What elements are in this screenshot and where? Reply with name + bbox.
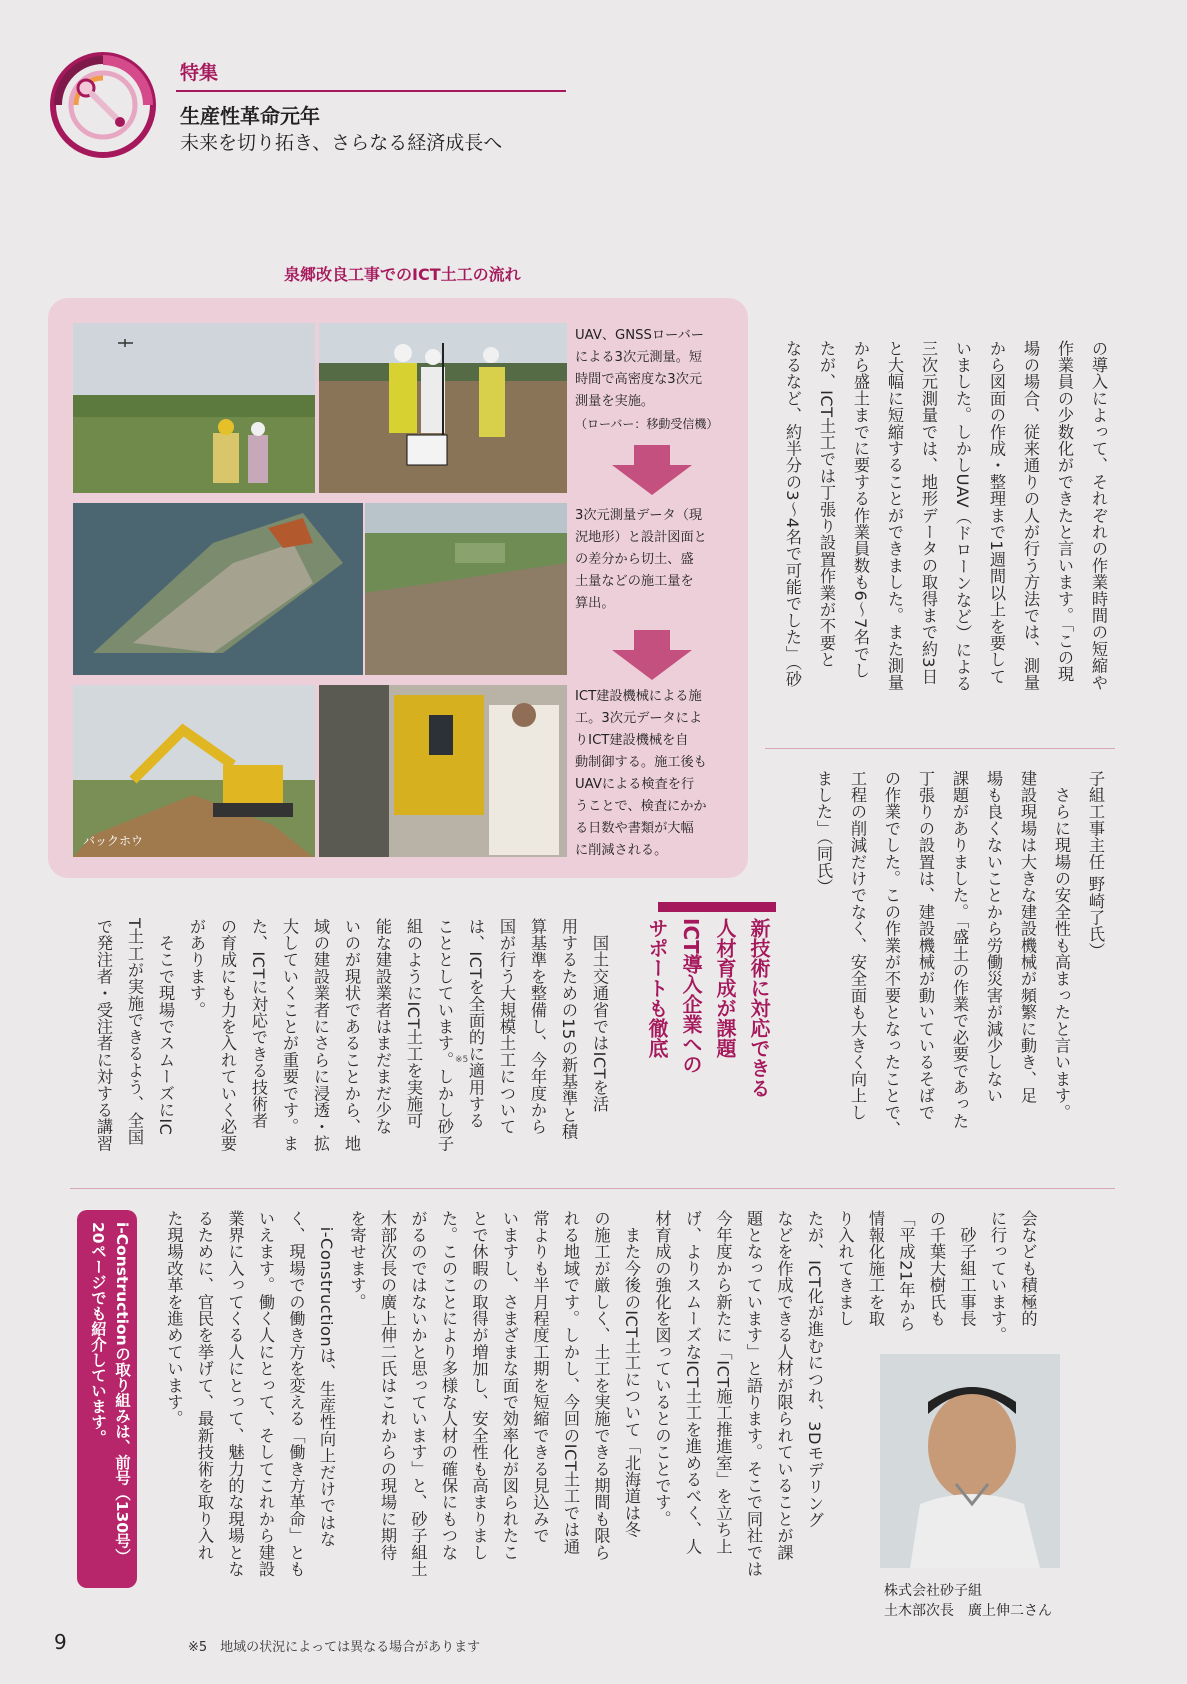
text-line: なるなど、約半分の3〜4名で可能でした」（砂: [783, 340, 802, 688]
text-line: 組のようにICT土工を実施可: [404, 918, 423, 1130]
caption-line: の差分から切土、盛: [575, 552, 694, 567]
text-line: がるのではないかと思っています」と、砂子組土: [408, 1210, 428, 1578]
text-line: 丁張りの設置は、建設機械が動いているそばで: [916, 770, 935, 1121]
text-line: 材育成の強化を図っているとのことです。: [652, 1210, 672, 1528]
text-line: 場の場合、従来通りの人が行う方法では、測量: [1021, 340, 1040, 691]
footnote-ref: ※5: [455, 1055, 469, 1065]
heading-line: ICT導入企業への: [679, 918, 703, 1074]
text-line: るために、官民を挙げて、最新技術を取り入れ: [195, 1210, 214, 1561]
text-line: 業界に入ってくる人にとって、魅力的な現場とな: [225, 1210, 245, 1578]
text-line: 課題がありました。「盛土の作業で必要であった: [950, 770, 969, 1130]
text-line: 国土交通省ではICTを活: [590, 918, 609, 1113]
caption-line: 算出。: [575, 596, 615, 611]
photo-3d-survey-model: [73, 503, 363, 675]
text-line: た。このことにより多様な人材の確保にもつな: [439, 1210, 458, 1561]
note-line: i-Constructionの取り組みは、前号（130号）: [113, 1222, 131, 1565]
page-number: 9: [54, 1630, 67, 1654]
page-subtitle: 未来を切り拓き、さらなる経済成長へ: [180, 132, 503, 154]
text-line: の作業でした。この作業が不要となったことで、: [882, 770, 901, 1138]
caption-line: 時間で高密度な3次元: [575, 372, 703, 387]
text-line: を寄せます。: [347, 1210, 367, 1311]
portrait-caption-company: 株式会社砂子組: [884, 1583, 982, 1599]
flow-step1-caption: [575, 325, 735, 435]
text-line: 能な建設業者はまだまだ少な: [373, 918, 392, 1136]
heading-line: 人材育成が課題: [713, 918, 737, 1058]
photo-backhoe: [73, 685, 315, 857]
caption-line: 3次元測量データ（現: [575, 508, 703, 523]
section-divider: [70, 1188, 1115, 1189]
section-heading: [640, 918, 776, 1098]
body-col3: [88, 918, 615, 1178]
caption-line: ICT建設機械による施: [575, 689, 702, 704]
text-line: 域の建設業者にさらに浸透・拡: [311, 918, 330, 1152]
text-line: から盛土までに要する作業員数も6〜7名でし: [851, 340, 870, 679]
caption-line: に削減される。: [575, 843, 668, 858]
text-line: T土工が実施できるよう、全国: [125, 918, 144, 1146]
feature-tag: 特集: [180, 62, 219, 84]
text-line: 子組工事主任 野崎了氏）: [1086, 770, 1105, 960]
photo-ict-cab: [319, 685, 567, 857]
text-line: た、ICTに対応できる技術者: [249, 918, 268, 1130]
text-line: たが、ICT化が進むにつれ、3Dモデリング: [805, 1210, 824, 1529]
note-line: 20ページでも紹介しています。: [89, 1222, 107, 1446]
text-line: で発注者・受注者に対する講習: [94, 918, 113, 1152]
text-line: いえます。働く人にとって、そしてこれから建設: [256, 1210, 275, 1578]
caption-line: （ローバー：移動受信機）: [575, 417, 719, 431]
caption-line: による3次元測量。短: [575, 350, 703, 365]
text-line: 場も良くないことから労働災害が減少しない: [984, 770, 1003, 1104]
flow-step2-caption: [575, 505, 735, 615]
text-line: さらに現場の安全性も高まったと言います。: [1052, 770, 1071, 1121]
text-line: 工程の削減だけでなく、安全面も大きく向上し: [848, 770, 867, 1121]
page-title: 生産性革命元年: [180, 104, 320, 128]
footnote: ※5 地域の状況によっては異なる場合があります: [188, 1640, 481, 1655]
text-line: また今後のICT土工について「北海道は冬: [622, 1210, 641, 1539]
text-line: と大幅に短縮することができました。また測量: [885, 340, 904, 691]
text-line: いました。しかしUAV（ドローンなど）による: [953, 340, 972, 692]
feature-logo: [48, 50, 158, 160]
text-line: などを作成できる人材が限られていることが課: [774, 1210, 794, 1561]
text-line: の育成にも力を入れていく必要: [218, 918, 237, 1152]
text-line: 「平成21年から: [896, 1210, 916, 1332]
text-line: の千葉大樹氏も: [927, 1210, 946, 1327]
text-line: げ、よりスムーズなICT土工を進めるべく、人: [683, 1210, 702, 1555]
header-divider: [176, 90, 566, 92]
heading-line: サポートも徹底: [645, 918, 669, 1058]
text-line: 木部次長の廣上伸二氏はこれからの現場に期待: [378, 1210, 397, 1561]
text-line: たが、ICT土工では丁張り設置作業が不要と: [817, 340, 836, 669]
text-line: り入れてきまし: [835, 1210, 855, 1327]
text-line: 常よりも半月程度工期を短縮できる見込みで: [530, 1210, 550, 1544]
caption-line: うことで、検査にかか: [575, 799, 707, 814]
photo-aerial-site: [365, 503, 567, 675]
text-line: こととしています。しかし砂子: [435, 918, 454, 1152]
text-line: 題となっています」と語ります。そこで同社では: [744, 1210, 763, 1578]
reference-note: [86, 1222, 134, 1564]
text-line: 国が行う大規模土工について: [497, 918, 516, 1136]
portrait-photo: [880, 1354, 1060, 1568]
arrow-down-icon: [612, 445, 692, 495]
caption-line: UAVによる検査を行: [575, 777, 695, 792]
caption-line: 工。3次元データによ: [575, 711, 703, 726]
text-line: の導入によって、それぞれの作業時間の短縮や: [1089, 340, 1108, 691]
text-line: 大していくことが重要です。ま: [280, 918, 299, 1152]
caption-line: 況地形）と設計図面と: [575, 530, 707, 545]
body-col2: [806, 770, 1112, 1150]
text-line: とで休暇の取得が増加し、安全性も高まりまし: [469, 1210, 489, 1561]
caption-line: 測量を実施。: [575, 394, 655, 409]
text-line: 砂子組工事長: [957, 1210, 977, 1327]
heading-bar: [658, 902, 776, 912]
text-line: 三次元測量では、地形データの取得まで約3日: [919, 340, 938, 685]
text-line: いのが現状であることから、地: [342, 918, 361, 1152]
text-line: i-Constructionは、生産性向上だけではな: [317, 1210, 336, 1548]
caption-line: UAV、GNSSローバー: [575, 328, 704, 343]
text-line: 情報化施工を取: [866, 1210, 885, 1327]
caption-line: る日数や書類が大幅: [575, 821, 694, 836]
text-line: は、ICTを全面的に適用する: [466, 918, 485, 1130]
text-line: 算基準を整備し、今年度から: [528, 918, 547, 1136]
heading-line: 新技術に対応できる: [747, 918, 771, 1098]
text-line: 会なども積極的: [1018, 1210, 1038, 1327]
text-line: 用するための15の新基準と積: [559, 918, 578, 1140]
text-line: 今年度から新たに「ICT施工推進室」を立ち上: [713, 1210, 733, 1555]
portrait-caption-name: 土木部次長 廣上伸二さん: [884, 1603, 1052, 1619]
text-line: れる地域です。しかし、今回のICT土工では通: [561, 1210, 580, 1555]
body-col1: [775, 340, 1115, 710]
text-line: た現場改革を進めています。: [164, 1210, 184, 1428]
text-line: ました」（同氏）: [814, 770, 833, 896]
flow-step3-caption: [575, 686, 735, 862]
photo-drone-survey: [73, 323, 315, 493]
text-line: があります。: [187, 918, 206, 1019]
flow-title: 泉郷改良工事でのICT土工の流れ: [284, 265, 521, 284]
text-line: に行っています。: [988, 1210, 1007, 1344]
photo-label: バックホウ: [83, 834, 144, 848]
text-line: 作業員の少数化ができたと言います。「この現: [1055, 340, 1074, 683]
column-divider: [765, 748, 1115, 749]
text-line: そこで現場でスムーズにIC: [156, 918, 175, 1136]
caption-line: りICT建設機械を自: [575, 733, 689, 748]
text-line: く、現場での働き方を変える「働き方革命」とも: [286, 1210, 306, 1578]
photo-gnss-rover: [319, 323, 567, 493]
arrow-down-icon: [612, 630, 692, 680]
text-line: から図面の作成・整理まで1週間以上を要して: [987, 340, 1006, 685]
caption-line: 動制御する。施工後も: [575, 755, 707, 770]
text-line: の施工が厳しく、土工を実施できる期間も限ら: [591, 1210, 611, 1561]
caption-line: 土量などの施工量を: [575, 574, 694, 589]
text-line: 建設現場は大きな建設機械が頻繁に動き、足: [1018, 770, 1037, 1104]
text-line: いますし、さまざまな面で効率化が図られたこ: [500, 1210, 519, 1561]
